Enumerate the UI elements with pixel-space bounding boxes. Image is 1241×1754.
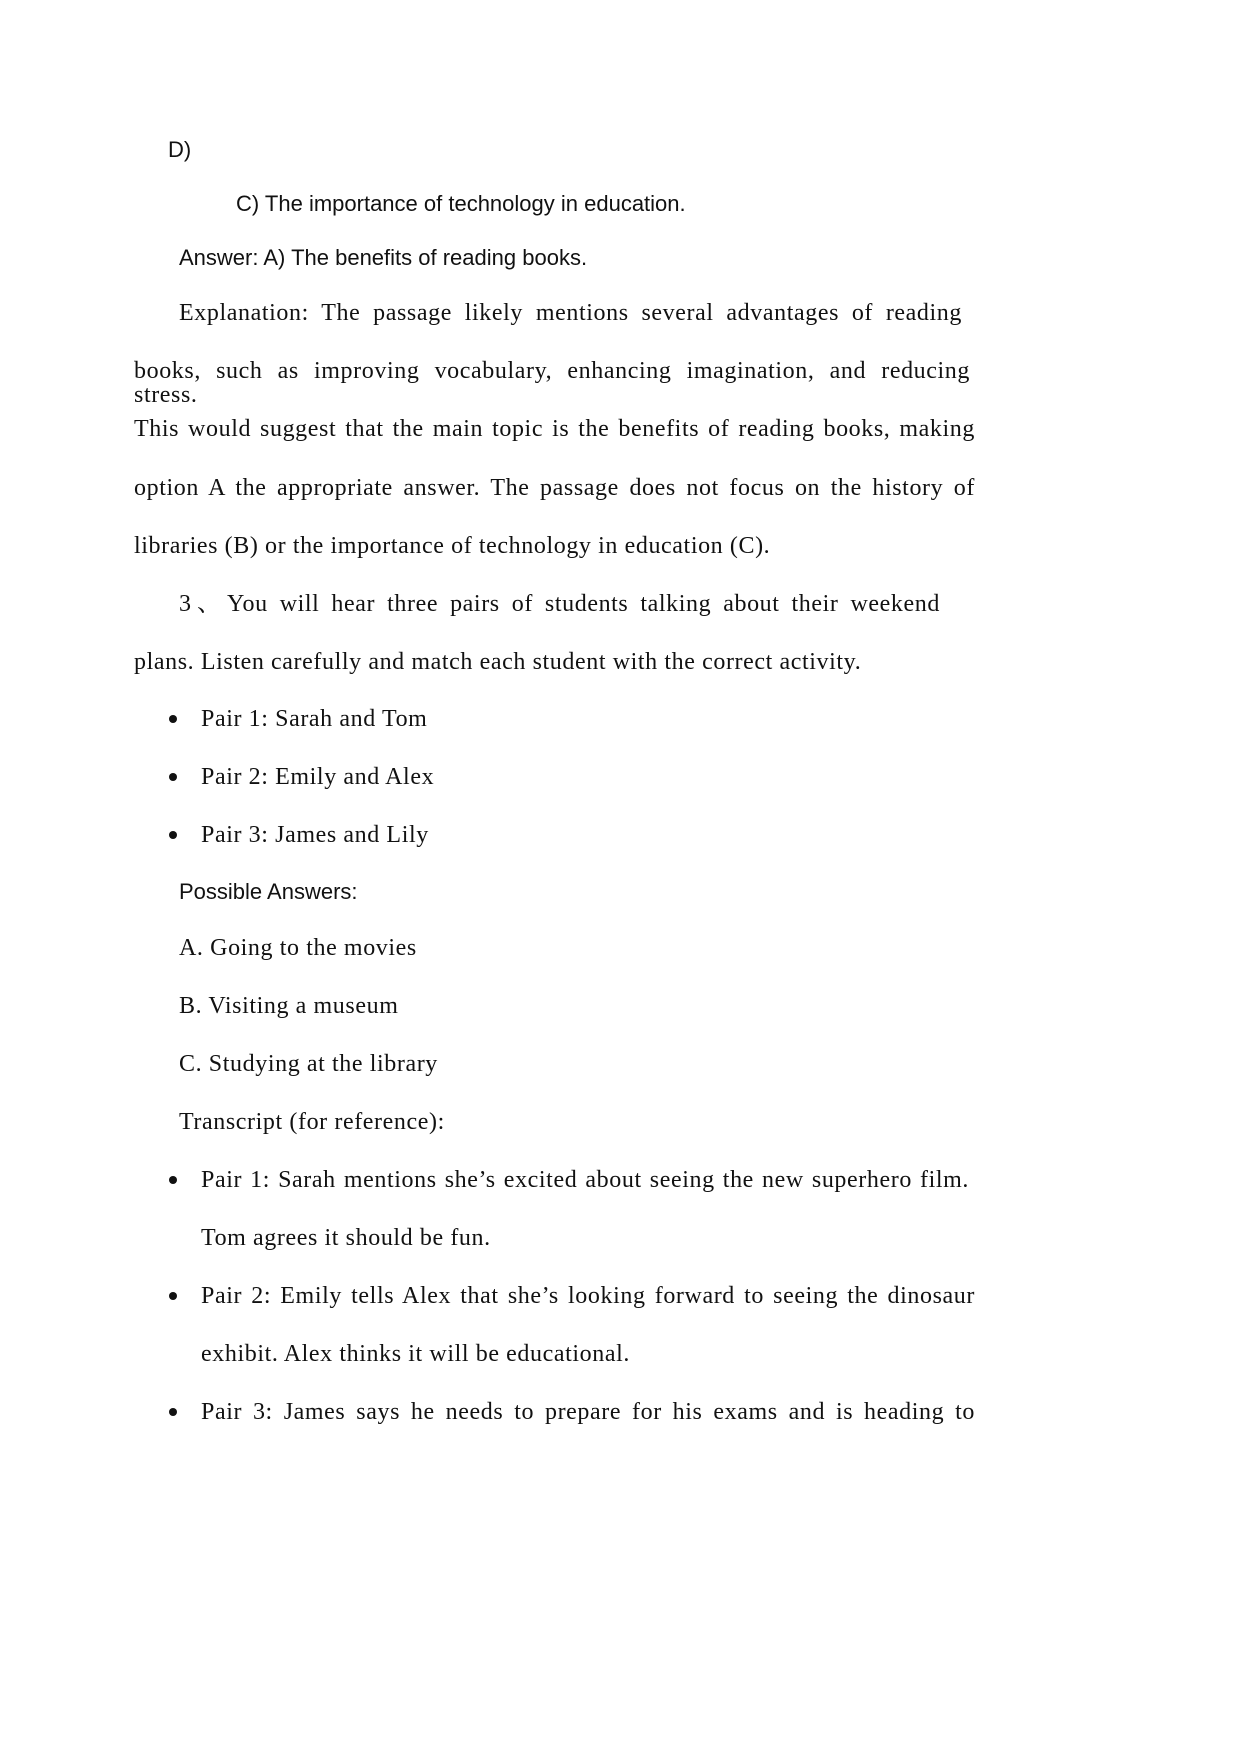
option-c-text: C) The importance of technology in education.: [236, 191, 686, 216]
explanation-line-2: books, such as improving vocabulary, enhancing imagination, and reducing stress.: [134, 358, 970, 408]
bullet-dot-icon: [169, 715, 177, 723]
explanation-line-1: Explanation: The passage likely mentions several advantages of reading: [179, 300, 962, 326]
pair-item: Pair 2: Emily and Alex: [201, 764, 435, 790]
transcript-heading: Transcript (for reference):: [179, 1109, 445, 1135]
possible-answers-heading: Possible Answers:: [179, 879, 358, 904]
explanation-line-5: libraries (B) or the importance of technology in education (C).: [134, 533, 771, 559]
question-3-line-1: 3、You will hear three pairs of students talking about their weekend: [179, 591, 940, 617]
pair-item: Pair 3: James and Lily: [201, 822, 429, 848]
bullet-dot-icon: [169, 1292, 177, 1300]
transcript-item-line: exhibit. Alex thinks it will be educational.: [201, 1341, 630, 1367]
bullet-dot-icon: [169, 831, 177, 839]
explanation-line-3: This would suggest that the main topic is the benefits of reading books, making: [134, 416, 975, 442]
pair-item: Pair 1: Sarah and Tom: [201, 706, 428, 732]
bullet-dot-icon: [169, 1176, 177, 1184]
question-3-line-2: plans. Listen carefully and match each student with the correct activity.: [134, 649, 862, 675]
bullet-dot-icon: [169, 1408, 177, 1416]
transcript-item-line: Pair 2: Emily tells Alex that she’s looking forward to seeing the dinosaur: [201, 1283, 975, 1309]
explanation-line-4: option A the appropriate answer. The passage does not focus on the history of: [134, 475, 975, 501]
transcript-item-line: Pair 3: James says he needs to prepare for his exams and is heading to: [201, 1399, 975, 1425]
answer-line: Answer: A) The benefits of reading books.: [179, 245, 588, 270]
option-d-label: D): [168, 137, 192, 162]
transcript-item-line: Pair 1: Sarah mentions she’s excited about seeing the new superhero film.: [201, 1167, 969, 1193]
answer-option: A. Going to the movies: [179, 935, 417, 961]
answer-option: B. Visiting a museum: [179, 993, 399, 1019]
answer-option: C. Studying at the library: [179, 1051, 438, 1077]
bullet-dot-icon: [169, 773, 177, 781]
transcript-item-line: Tom agrees it should be fun.: [201, 1225, 491, 1251]
